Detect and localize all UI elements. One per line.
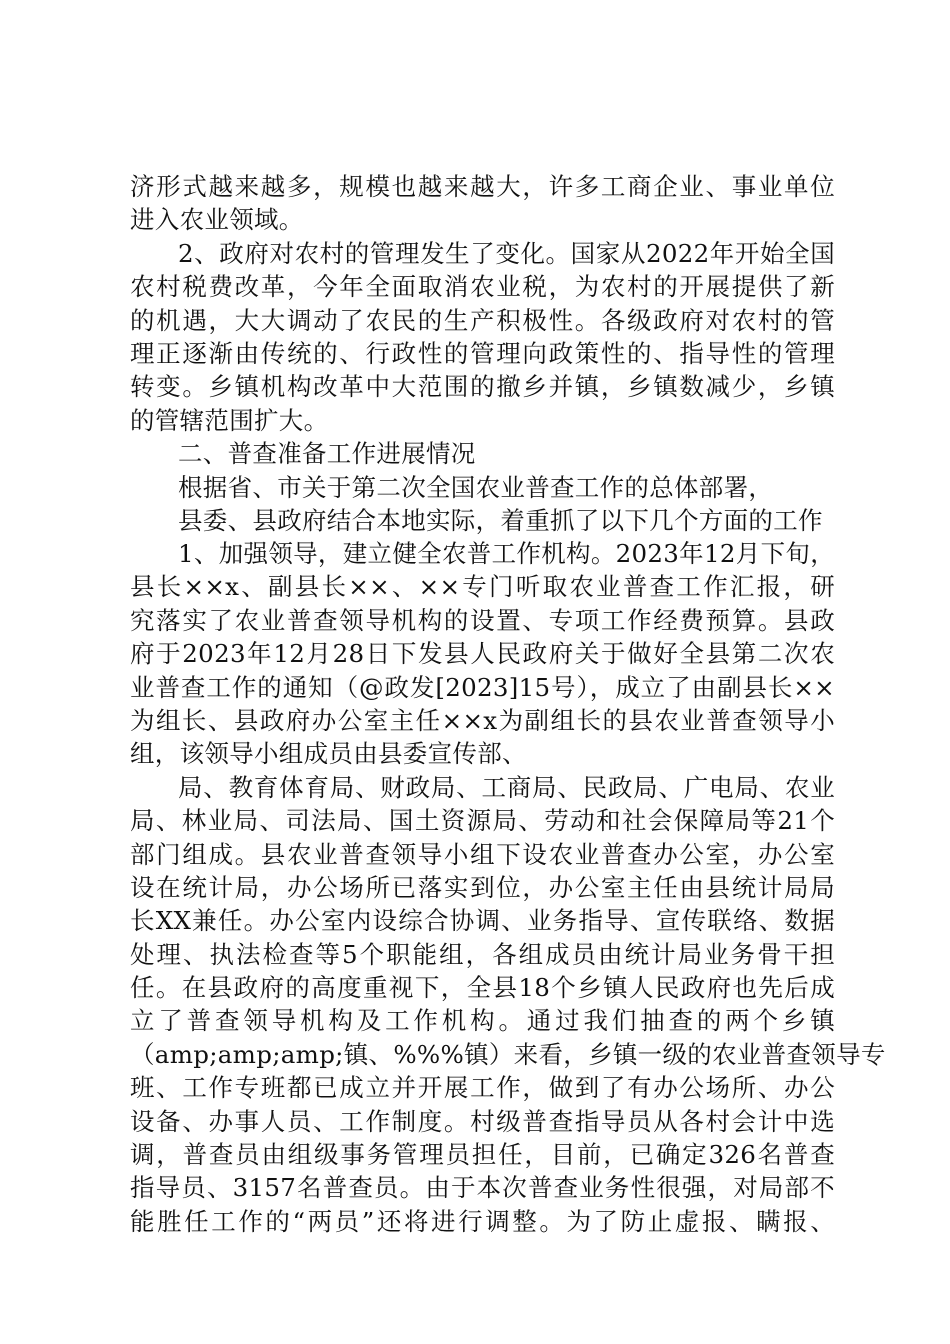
text-line: 济形式越来越多，规模也越来越大，许多工商企业、事业单位: [130, 172, 835, 201]
text-line: 为组长、县政府办公室主任××x为副组长的县农业普查领导小: [130, 705, 835, 735]
text-line: （amp;amp;amp;镇、%%%镇）来看，乡镇一级的农业普查领导专: [130, 1039, 886, 1069]
text-line: 能胜任工作的“两员”还将进行调整。为了防止虚报、瞒报、: [130, 1206, 835, 1236]
text-block-upper: [130, 170, 835, 537]
text-line: 理正逐渐由传统的、行政性的管理向政策性的、指导性的管理: [130, 338, 835, 368]
text-line: 县长××x、副县长××、××专门听取农业普查工作汇报，研: [130, 572, 835, 602]
text-line: 业普查工作的通知（@政发[2023]15号），成立了由副县长××: [130, 672, 835, 702]
text-line: 组，该领导小组成员由县委宣传部、: [130, 739, 527, 769]
text-line: 部门组成。县农业普查领导小组下设农业普查办公室，办公室: [130, 839, 835, 869]
text-line: 设在统计局，办公场所已落实到位，办公室主任由县统计局局: [130, 872, 835, 902]
text-line: 处理、执法检查等5个职能组，各组成员由统计局业务骨干担: [130, 939, 835, 969]
text-line: 设备、办事人员、工作制度。村级普查指导员从各村会计中选: [130, 1106, 835, 1136]
text-line: 府于2023年12月28日下发县人民政府关于做好全县第二次农: [130, 639, 835, 669]
text-line: 局、林业局、司法局、国土资源局、劳动和社会保障局等21个: [130, 806, 835, 836]
text-line: 2、政府对农村的管理发生了变化。国家从2022年开始全国: [178, 238, 835, 268]
text-line: 的管辖范围扩大。: [130, 405, 329, 435]
text-line: 局、教育体育局、财政局、工商局、民政局、广电局、农业: [178, 772, 835, 802]
text-line: 指导员、3157名普查员。由于本次普查业务性很强，对局部不: [130, 1173, 835, 1203]
text-line: 进入农业领域。: [130, 205, 304, 235]
text-line: 县委、县政府结合本地实际，着重抓了以下几个方面的工作: [178, 505, 823, 535]
text-line: 班、工作专班都已成立并开展工作，做到了有办公场所、办公: [130, 1073, 835, 1103]
text-line: 根据省、市关于第二次全国农业普查工作的总体部署，: [178, 472, 774, 502]
text-line: 调，普查员由组级事务管理员担任，目前，已确定326名普查: [130, 1140, 835, 1170]
text-block-lower: [130, 537, 886, 1238]
text-line: 1、加强领导，建立健全农普工作机构。2023年12月下旬，: [178, 539, 835, 568]
text-line: 长XX兼任。办公室内设综合协调、业务指导、宣传联络、数据: [130, 906, 835, 936]
text-line: 的机遇，大大调动了农民的生产积极性。各级政府对农村的管: [130, 305, 835, 335]
text-line: 究落实了农业普查领导机构的设置、专项工作经费预算。县政: [130, 605, 835, 635]
text-line: 农村税费改革，今年全面取消农业税，为农村的开展提供了新: [130, 272, 835, 302]
text-line: 任。在县政府的高度重视下，全县18个乡镇人民政府也先后成: [130, 973, 835, 1003]
text-line: 立了普查领导机构及工作机构。通过我们抽查的两个乡镇: [130, 1006, 835, 1036]
text-line: 转变。乡镇机构改革中大范围的撤乡并镇，乡镇数减少，乡镇: [130, 372, 835, 402]
text-line: 二、普查准备工作进展情况: [178, 439, 476, 469]
